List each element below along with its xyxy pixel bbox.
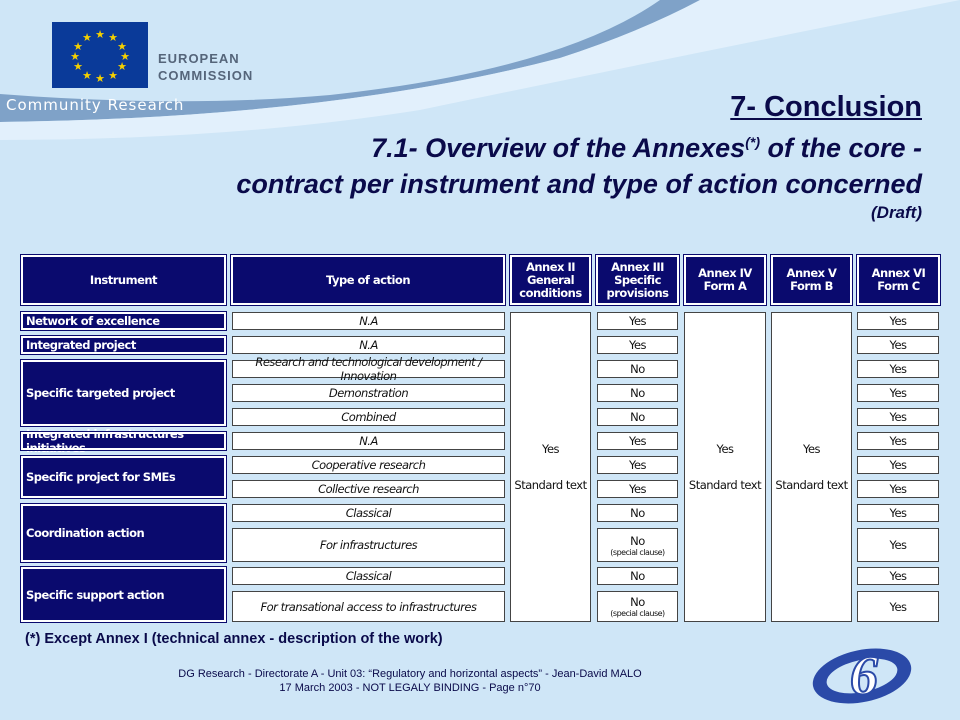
annex-vi-cell: Yes	[857, 480, 939, 498]
svg-text:★: ★	[120, 50, 130, 63]
footer	[90, 667, 730, 695]
title-line4: (Draft)	[871, 203, 922, 222]
header-type-of-action: Type of action	[231, 255, 505, 305]
type-cell: For infrastructures	[232, 528, 505, 562]
type-cell: Cooperative research	[232, 456, 505, 474]
org-line2: COMMISSION	[158, 68, 254, 83]
svg-text:★: ★	[117, 60, 127, 73]
title-line1: 7- Conclusion	[730, 91, 922, 123]
svg-text:★: ★	[117, 40, 127, 53]
header-instrument: Instrument	[21, 255, 226, 305]
annex-vi-cell: Yes	[857, 312, 939, 330]
fp6-logo	[808, 642, 920, 708]
header-annex-v	[771, 255, 852, 305]
header-annex-iv-l1: Annex IV	[698, 266, 752, 280]
type-cell: Classical	[232, 504, 505, 522]
eu-stars-icon	[52, 22, 148, 88]
annex-iii-cell: Yes	[597, 336, 678, 354]
header-annex-ii-l1: Annex II	[525, 259, 576, 274]
annex-iii-cell: No	[597, 360, 678, 378]
annex-vi-cell: Yes	[857, 567, 939, 585]
type-cell: N.A	[232, 312, 505, 330]
annex-vi-cell: Yes	[857, 528, 939, 562]
svg-text:★: ★	[82, 31, 92, 44]
header-annex-iii	[596, 255, 679, 305]
title-line2-post: of the core -	[759, 133, 922, 163]
type-cell: N.A	[232, 336, 505, 354]
type-cell: For transational access to infrastructures	[232, 591, 505, 622]
type-cell: N.A	[232, 432, 505, 450]
annex-iii-cell	[597, 591, 678, 622]
annex-iv-merged-cell	[684, 312, 766, 622]
instrument-coordination-action: Coordination action	[21, 504, 226, 562]
annex-ii-yes: Yes	[541, 442, 560, 456]
header-annex-vi	[857, 255, 940, 305]
annex-iii-cell: No	[597, 567, 678, 585]
annex-vi-cell: Yes	[857, 408, 939, 426]
annex-vi-cell: Yes	[857, 591, 939, 622]
org-name	[158, 50, 253, 84]
annex-iii-value: No	[630, 533, 645, 548]
svg-text:★: ★	[70, 50, 80, 63]
fp6-logo-numeral: 6	[850, 645, 878, 707]
special-clause-note: (special clause)	[610, 609, 665, 618]
annex-iii-cell: No	[597, 384, 678, 402]
annex-vi-cell: Yes	[857, 360, 939, 378]
annex-ii-standard-text: Standard text	[514, 478, 587, 492]
header-annex-vi-l1: Annex VI	[871, 266, 926, 280]
svg-text:★: ★	[95, 28, 105, 41]
annex-iii-cell: Yes	[597, 480, 678, 498]
annex-iii-cell: Yes	[597, 312, 678, 330]
type-cell: Research and technological development / Innovation	[232, 360, 505, 378]
title-sup: (*)	[745, 134, 760, 150]
type-cell: Classical	[232, 567, 505, 585]
header-annex-vi-l2: Form C	[877, 279, 920, 293]
instrument-network-of-excellence: Network of excellence	[21, 312, 226, 330]
footnote: (*) Except Annex I (technical annex - description of the work)	[25, 631, 443, 647]
header-annex-iii-l2: Specific	[614, 272, 661, 287]
svg-text:★: ★	[108, 69, 118, 82]
instrument-integrated-project: Integrated project	[21, 336, 226, 354]
annex-iv-standard-text: Standard text	[688, 478, 762, 492]
community-research-label: Community Research	[6, 96, 185, 114]
type-cell: Combined	[232, 408, 505, 426]
annex-vi-cell: Yes	[857, 504, 939, 522]
svg-text:★: ★	[82, 69, 92, 82]
annex-vi-cell: Yes	[857, 336, 939, 354]
type-cell: Collective research	[232, 480, 505, 498]
instrument-integrated-infrastructures: Integrated infrastructures initiatives	[21, 432, 226, 450]
title-line2	[236, 124, 922, 167]
header-annex-v-l2: Form B	[790, 279, 833, 293]
type-cell: Demonstration	[232, 384, 505, 402]
annex-v-yes: Yes	[802, 442, 821, 456]
title-line3: contract per instrument and type of action concerned	[236, 169, 922, 199]
annex-iv-yes: Yes	[716, 442, 734, 456]
eu-flag-logo	[52, 22, 148, 88]
svg-text:★: ★	[73, 60, 83, 73]
special-clause-note: (special clause)	[610, 547, 665, 557]
slide-title	[236, 90, 922, 225]
instrument-specific-targeted-project: Specific targeted project	[21, 360, 226, 426]
header-annex-iii-l1: Annex III	[611, 259, 664, 274]
annex-vi-cell: Yes	[857, 456, 939, 474]
annex-iii-cell: Yes	[597, 432, 678, 450]
header-annex-v-l1: Annex V	[786, 266, 837, 280]
svg-text:★: ★	[73, 40, 83, 53]
annex-iii-value: No	[630, 595, 645, 609]
footer-line1: DG Research - Directorate A - Unit 03: “Regulatory and horizontal aspects” - Jean-David MALO	[178, 668, 642, 680]
header-annex-ii-l3: conditions	[519, 285, 582, 300]
annex-ii-merged-cell	[510, 312, 591, 622]
annex-v-merged-cell	[771, 312, 852, 622]
header-annex-iii-l3: provisions	[606, 285, 669, 300]
svg-text:★: ★	[108, 31, 118, 44]
header-annex-ii-l2: General	[526, 272, 575, 287]
footer-line2: 17 March 2003 - NOT LEGALY BINDING - Page n°70	[279, 682, 541, 694]
annex-iii-cell	[597, 528, 678, 562]
annex-v-standard-text: Standard text	[775, 478, 848, 492]
annex-iii-cell: No	[597, 408, 678, 426]
instrument-specific-project-smes: Specific project for SMEs	[21, 456, 226, 498]
annex-vi-cell: Yes	[857, 432, 939, 450]
annex-iii-cell: No	[597, 504, 678, 522]
org-line1: EUROPEAN	[158, 51, 240, 66]
svg-text:★: ★	[95, 72, 105, 85]
annex-iii-cell: Yes	[597, 456, 678, 474]
header-annex-iv	[684, 255, 766, 305]
header-annex-iv-l2: Form A	[703, 279, 747, 293]
title-line2-pre: 7.1- Overview of the Annexes	[371, 133, 746, 163]
annex-vi-cell: Yes	[857, 384, 939, 402]
header-annex-ii	[510, 255, 591, 305]
instrument-specific-support-action: Specific support action	[21, 567, 226, 622]
